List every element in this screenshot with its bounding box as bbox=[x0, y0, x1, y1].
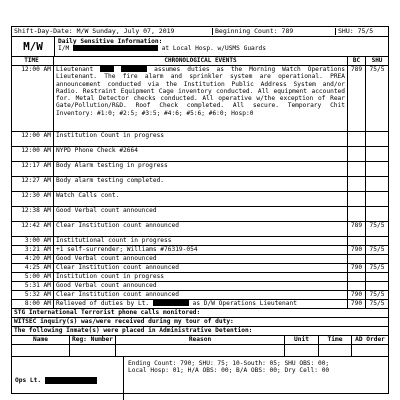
shift-day-date: Shift-Day-Date: M/W Sunday, July 07, 2019 bbox=[12, 28, 213, 35]
event-row bbox=[12, 282, 388, 291]
ops-lt-signature: Ops Lt. bbox=[12, 357, 124, 400]
event-row bbox=[12, 192, 388, 207]
event-time: 12:27 AM bbox=[12, 177, 54, 191]
sensitive-info-text: I/M at Local Hosp. w/USMS Guards bbox=[58, 45, 266, 53]
event-row bbox=[12, 222, 388, 237]
event-bc bbox=[348, 255, 366, 263]
event-time: 12:42 AM bbox=[12, 222, 54, 236]
event-shu bbox=[366, 255, 388, 263]
event-row bbox=[12, 147, 388, 162]
event-list-short bbox=[12, 237, 388, 300]
event-bc: 790 bbox=[348, 246, 366, 254]
event-bc bbox=[348, 237, 366, 245]
event-list bbox=[12, 132, 388, 237]
event-row bbox=[12, 237, 388, 246]
event-row bbox=[12, 264, 388, 273]
event-bc bbox=[348, 282, 366, 290]
event-bc bbox=[348, 162, 366, 176]
event-text: Body alarm testing completed. bbox=[54, 177, 348, 191]
event-text: Watch Calls cont. bbox=[54, 192, 348, 206]
redaction-bar bbox=[100, 66, 114, 72]
event-time: 5:32 AM bbox=[12, 291, 54, 299]
event-text: +1 self-surrender; Williams #76319-054 bbox=[54, 246, 348, 254]
shift-code: M/W bbox=[12, 37, 55, 56]
event-bc: 789 bbox=[348, 222, 366, 236]
event-bc bbox=[348, 132, 366, 146]
beginning-count: Beginning Count: 789 bbox=[213, 28, 336, 35]
event-row bbox=[12, 132, 388, 147]
event-shu: 75/5 bbox=[369, 246, 385, 253]
sensitive-info bbox=[55, 37, 388, 56]
event-text: NYPD Phone Check #2664 bbox=[54, 147, 348, 161]
event-shu bbox=[366, 177, 388, 191]
bc-col-header: BC bbox=[348, 57, 366, 64]
event-row bbox=[12, 162, 388, 177]
event-row bbox=[12, 246, 388, 255]
redaction-bar bbox=[45, 377, 97, 384]
event-row bbox=[12, 255, 388, 264]
shu-col-header: SHU bbox=[371, 57, 383, 65]
sensitive-info-label: Daily Sensitive Information: bbox=[58, 38, 163, 45]
event-bc bbox=[348, 207, 366, 221]
event-shu: 75/5 bbox=[369, 291, 385, 298]
shift-log-form bbox=[11, 26, 389, 394]
event-time: 3:21 AM bbox=[12, 246, 54, 254]
event-bc bbox=[348, 192, 366, 206]
event-bc bbox=[348, 147, 366, 161]
event-text: Clear Institution count announced bbox=[54, 291, 348, 299]
event-shu bbox=[366, 132, 388, 146]
column-headers bbox=[12, 57, 388, 66]
event-text: Clear Institution count announced bbox=[54, 264, 348, 272]
event-time: 4:20 AM bbox=[12, 255, 54, 263]
event-shu bbox=[366, 237, 388, 245]
event-text: Body Alarm testing in progress bbox=[54, 162, 348, 176]
redaction-bar bbox=[121, 66, 147, 72]
event-row-relieved: 8:00 AM Relieved of duties by Lt. as D/W Operations Lieutenant 790 75/5 bbox=[12, 300, 388, 309]
seg-line: The following Inmate(s) were placed in Administrative Detention: bbox=[12, 327, 388, 336]
redaction-bar bbox=[153, 300, 189, 306]
event-time: 4:25 AM bbox=[12, 264, 54, 272]
event-time: 12:17 AM bbox=[12, 162, 54, 176]
redaction-bar bbox=[73, 45, 158, 51]
event-text: Clear Institution count announced bbox=[54, 222, 348, 236]
seg-blank-row bbox=[12, 345, 388, 357]
event-bc bbox=[348, 177, 366, 191]
event-shu bbox=[366, 282, 388, 290]
event-row bbox=[12, 291, 388, 300]
event-time: 12:00 AM bbox=[12, 147, 54, 161]
shu-count: SHU: 75/5 bbox=[338, 26, 374, 35]
event-text: Good Verbal count announced bbox=[54, 207, 348, 221]
event-time: 12:38 AM bbox=[12, 207, 54, 221]
time-col-header: TIME bbox=[12, 57, 54, 64]
seg-column-headers: Name Reg: Number Reason Unit Time AD Order bbox=[12, 336, 388, 345]
event-bc: 790 bbox=[348, 291, 366, 299]
event-row bbox=[12, 177, 388, 192]
event-shu bbox=[366, 162, 388, 176]
event-text: Institution count in progress bbox=[54, 273, 348, 281]
event-shu: 75/5 bbox=[369, 264, 385, 271]
event-row bbox=[12, 207, 388, 222]
event-text: Good Verbal count announced bbox=[54, 255, 348, 263]
event-time: 12:00 AM bbox=[12, 132, 54, 146]
event-text: Institution Count in progress bbox=[54, 132, 348, 146]
stg-line: STG International Terrorist phone calls monitored: bbox=[12, 309, 388, 318]
event-time: 3:00 AM bbox=[12, 237, 54, 245]
event-time: 12:30 AM bbox=[12, 192, 54, 206]
ending-count: Ending Count: 790; SHU: 75; 10-South: 05; SHU OBS: 00; Local Hosp: 01; H/A OBS: 00; B/A OBS: 00; Dry Cell: 00 bbox=[128, 360, 330, 375]
form-header bbox=[12, 27, 388, 37]
event-text: Good Verbal count announced bbox=[54, 282, 348, 290]
event-shu bbox=[366, 147, 388, 161]
form-footer bbox=[12, 357, 388, 400]
event-row bbox=[12, 273, 388, 282]
event-shu: 75/5 bbox=[369, 222, 385, 229]
event-text: Institutional count in progress bbox=[54, 237, 348, 245]
event-bc: 790 bbox=[348, 264, 366, 272]
event-time: 5:00 AM bbox=[12, 273, 54, 281]
events-col-header: CHRONOLOGICAL EVENTS bbox=[54, 57, 348, 64]
event-shu bbox=[366, 273, 388, 281]
event-shu bbox=[366, 192, 388, 206]
shift-box bbox=[12, 37, 388, 57]
event-shu bbox=[366, 207, 388, 221]
event-bc bbox=[348, 273, 366, 281]
event-row: 12:00 AM Lieutenant assumes duties as the Morning Watch Operations Lieutenant. The fire alarm and sprinkler system are operational. PREA announcement conducted via the Institution Public Address System and/or Radio. Restraint Equipment Cage inventory conducted. All equipment accounted for. Metal Detector checks conducted. All operative w/the exception of Rear Gate/Pollution/R&D. Roof Check completed. All secure. Temporary Chit Inventory: #1:0; #2:5; #3:5; #4:6; #5:6; #6:0; Hosp:0 789 75/5 bbox=[12, 66, 388, 132]
event-time: 5:31 AM bbox=[12, 282, 54, 290]
witsec-line: WITSEC inquiry(s) was/were received during my tour of duty: bbox=[12, 318, 388, 327]
